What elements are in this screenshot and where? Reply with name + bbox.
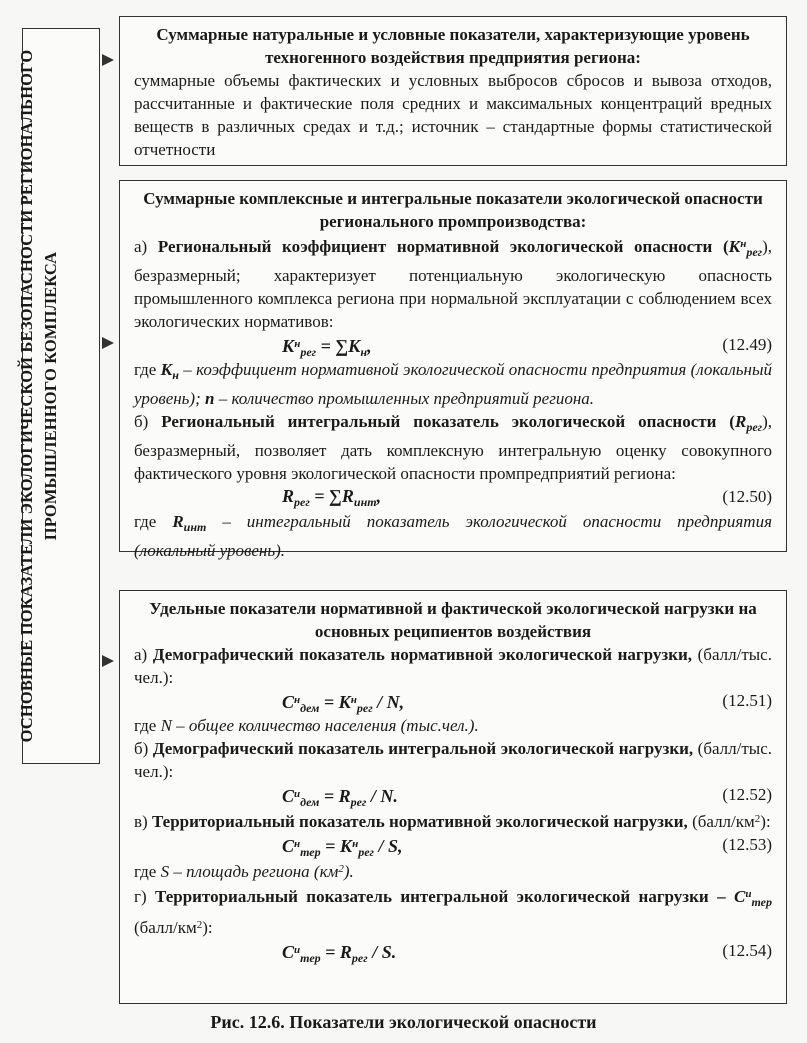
side-label-line1: ОСНОВНЫЕ ПОКАЗАТЕЛИ ЭКОЛОГИЧЕСКОЙ БЕЗОПАСНОСТИ РЕГИОНАЛЬНОГО	[17, 49, 36, 743]
box-specific-indicators	[119, 590, 787, 1004]
symbol-r-reg: $R_{рег}$	[734, 412, 763, 434]
box3-where-n: где N – общее количество населения (тыс.чел.).	[134, 716, 479, 735]
arrow-to-box1	[102, 54, 114, 66]
formula-12-49: $К^н_{рег} = \sum К_н$, (12.49)	[282, 335, 772, 359]
box2-heading: Суммарные комплексные и интегральные показатели экологической опасности регионального промпроизводства:	[143, 189, 763, 231]
formula-12-51: $С^н_{дем} = К^н_{рег} / N$, (12.51)	[282, 691, 772, 715]
box3-item-c: в) Территориальный показатель нормативной экологической нагрузки, $(балл/км^2)$:	[134, 812, 771, 831]
figure-caption: Рис. 12.6. Показатели экологической опасности	[210, 1012, 597, 1032]
box2-item-b: б) Региональный интегральный показатель экологической опасности $(R_{рег})$, безразмерный, позволяет дать комплексную интегральную оценку совокупного фактического уровня экологической опасности промпредприятий региона:	[134, 412, 772, 483]
box3-item-a: а) Демографический показатель нормативной экологической нагрузки, (балл/тыс. чел.):	[134, 645, 772, 687]
side-label-line2: ПРОМЫШЛЕННОГО КОМПЛЕКСА	[41, 251, 60, 541]
box3-where-s: где S – площадь региона $(км^2)$.	[134, 862, 354, 881]
arrow-to-box3	[102, 655, 114, 667]
formula-12-52: $С^и_{дем} = R_{рег} / N$. (12.52)	[282, 785, 772, 809]
box2-where2: где $R_{инт}$ – интегральный показатель экологической опасности предприятия (локальный уровень).	[134, 512, 772, 560]
formula-12-54: $С^и_{тер} = R_{рег} / S$. (12.54)	[282, 941, 772, 965]
symbol-k-reg: $К^н_{рег}$	[728, 237, 763, 259]
box2-where1: где $К_н$ – коэффициент нормативной экологической опасности предприятия (локальный уровень); n – количество промышленных предприятий региона.	[134, 360, 772, 408]
box3-item-d: г) Территориальный показатель интегральной экологической нагрузки – $С^и_{тер}$ $(балл/км^2)$:	[134, 887, 773, 937]
box2-item-b-title: Региональный интегральный показатель экологической опасности	[161, 412, 717, 431]
arrow-to-box2	[102, 337, 114, 349]
formula-12-50: $R_{рег} = \sum R_{инт}$, (12.50)	[282, 486, 772, 509]
box1-body: суммарные объемы фактических и условных выбросов сбросов и вывоза отходов, рассчитанные и фактические поля средних и максимальных концентраций вредных веществ в различных средах и т.д.; источник – стандартные формы статистической отчетности	[134, 71, 772, 159]
box2-item-a-title: Региональный коэффициент нормативной экологической опасности	[157, 237, 713, 256]
side-label	[15, 36, 63, 756]
box-natural-indicators	[119, 16, 787, 166]
box3-heading: Удельные показатели нормативной и фактической экологической нагрузки на основных реципиентов воздействия	[149, 599, 757, 641]
box3-item-b: б) Демографический показатель интегральной экологической нагрузки, (балл/тыс. чел.):	[134, 739, 773, 781]
formula-12-53: $С^н_{тер} = К^н_{рег} / S$, (12.53)	[282, 835, 772, 859]
box1-heading: Суммарные натуральные и условные показатели, характеризующие уровень техногенного воздействия предприятия региона:	[156, 25, 750, 67]
formula-12-49-number: (12.49)	[722, 335, 772, 354]
formula-12-50-number: (12.50)	[722, 487, 772, 506]
box2-item-a: а) Региональный коэффициент нормативной экологической опасности $(К^н_{рег})$, безразмерный; характеризует потенциальную экологическую опасность промышленного комплекса региона при нормальной эксплуатации с соблюдением всех экологических нормативов:	[134, 237, 772, 331]
box-complex-indicators	[119, 180, 787, 560]
